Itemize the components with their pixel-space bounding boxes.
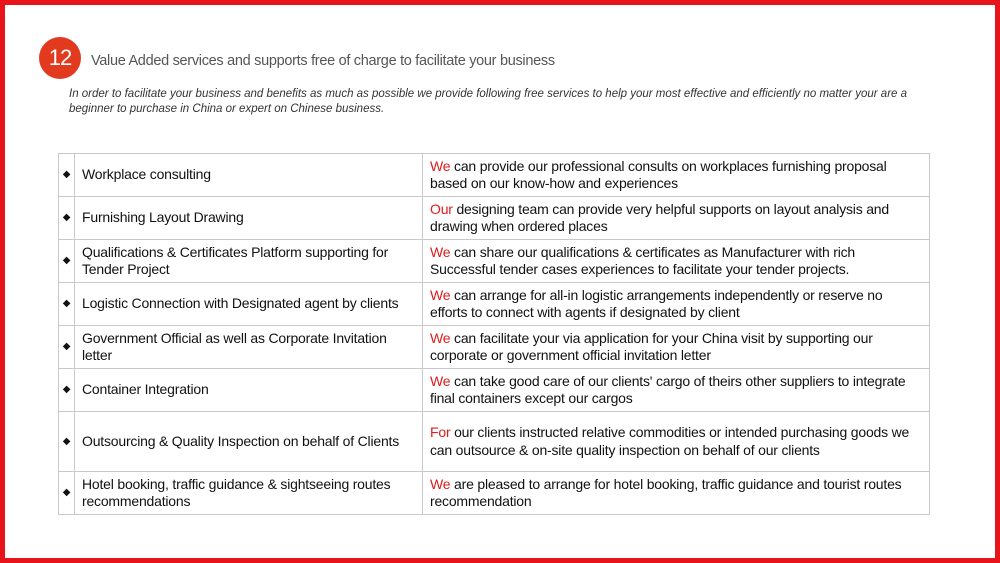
service-description [423,326,930,369]
table-row [59,240,930,283]
service-name: Logistic Connection with Designated agent by clients [75,283,423,326]
service-description [423,283,930,326]
diamond-bullet-icon: ◆ [59,412,75,472]
diamond-bullet-icon: ◆ [59,472,75,515]
diamond-bullet-icon: ◆ [59,197,75,240]
service-description [423,369,930,412]
services-table [58,153,930,515]
intro-text: In order to facilitate your business and benefits as much as possible we provide following free services to help your most effective and efficiently no matter your are a beginner to purchase in China or expert on Chinese business. [69,88,908,115]
page-number-badge: 12 [39,37,81,79]
lead-word: For [430,424,451,440]
description-text: can provide our professional consults on workplaces furnishing proposal based on our know-how and experiences [430,157,887,191]
table-row [59,472,930,515]
table-row [59,154,930,197]
description-text: can arrange for all-in logistic arrangements independently or reserve no efforts to connect with agents if designated by client [430,286,883,320]
lead-word: We [430,157,451,174]
description-text: designing team can provide very helpful supports on layout analysis and drawing when ordered places [430,200,889,234]
lead-word: We [430,243,451,260]
description-text: can facilitate your via application for your China visit by supporting our corporate or government official invitation letter [430,329,873,363]
diamond-bullet-icon: ◆ [59,154,75,197]
service-name: Government Official as well as Corporate Invitation letter [75,326,423,369]
diamond-bullet-icon: ◆ [59,369,75,412]
service-name: Furnishing Layout Drawing [75,197,423,240]
table-row [59,412,930,472]
page-heading: Value Added services and supports free of charge to facilitate your business [91,53,555,69]
lead-word: We [430,372,451,389]
description-text: can take good care of our clients' cargo of theirs other suppliers to integrate final containers except our cargos [430,372,906,406]
table-row [59,197,930,240]
service-name: Container Integration [75,369,423,412]
service-description [423,412,930,472]
service-description [423,240,930,283]
service-name: Qualifications & Certificates Platform supporting for Tender Project [75,240,423,283]
diamond-bullet-icon: ◆ [59,326,75,369]
lead-word: We [430,475,451,492]
service-description [423,154,930,197]
service-description [423,197,930,240]
description-text: can share our qualifications & certificates as Manufacturer with rich Successful tender cases experiences to facilitate your tender projects. [430,243,855,277]
service-name: Hotel booking, traffic guidance & sightseeing routes recommendations [75,472,423,515]
table-row [59,326,930,369]
table-row [59,283,930,326]
lead-word: We [430,329,451,346]
service-name: Outsourcing & Quality Inspection on behalf of Clients [75,412,423,472]
description-text: our clients instructed relative commodities or intended purchasing goods we can outsource & on-site quality inspection on behalf of our clients [430,424,910,458]
diamond-bullet-icon: ◆ [59,283,75,326]
description-text: are pleased to arrange for hotel booking, traffic guidance and tourist routes recommendation [430,475,902,509]
service-name: Workplace consulting [75,154,423,197]
lead-word: We [430,286,451,303]
service-description [423,472,930,515]
diamond-bullet-icon: ◆ [59,240,75,283]
lead-word: Our [430,200,453,217]
table-row [59,369,930,412]
